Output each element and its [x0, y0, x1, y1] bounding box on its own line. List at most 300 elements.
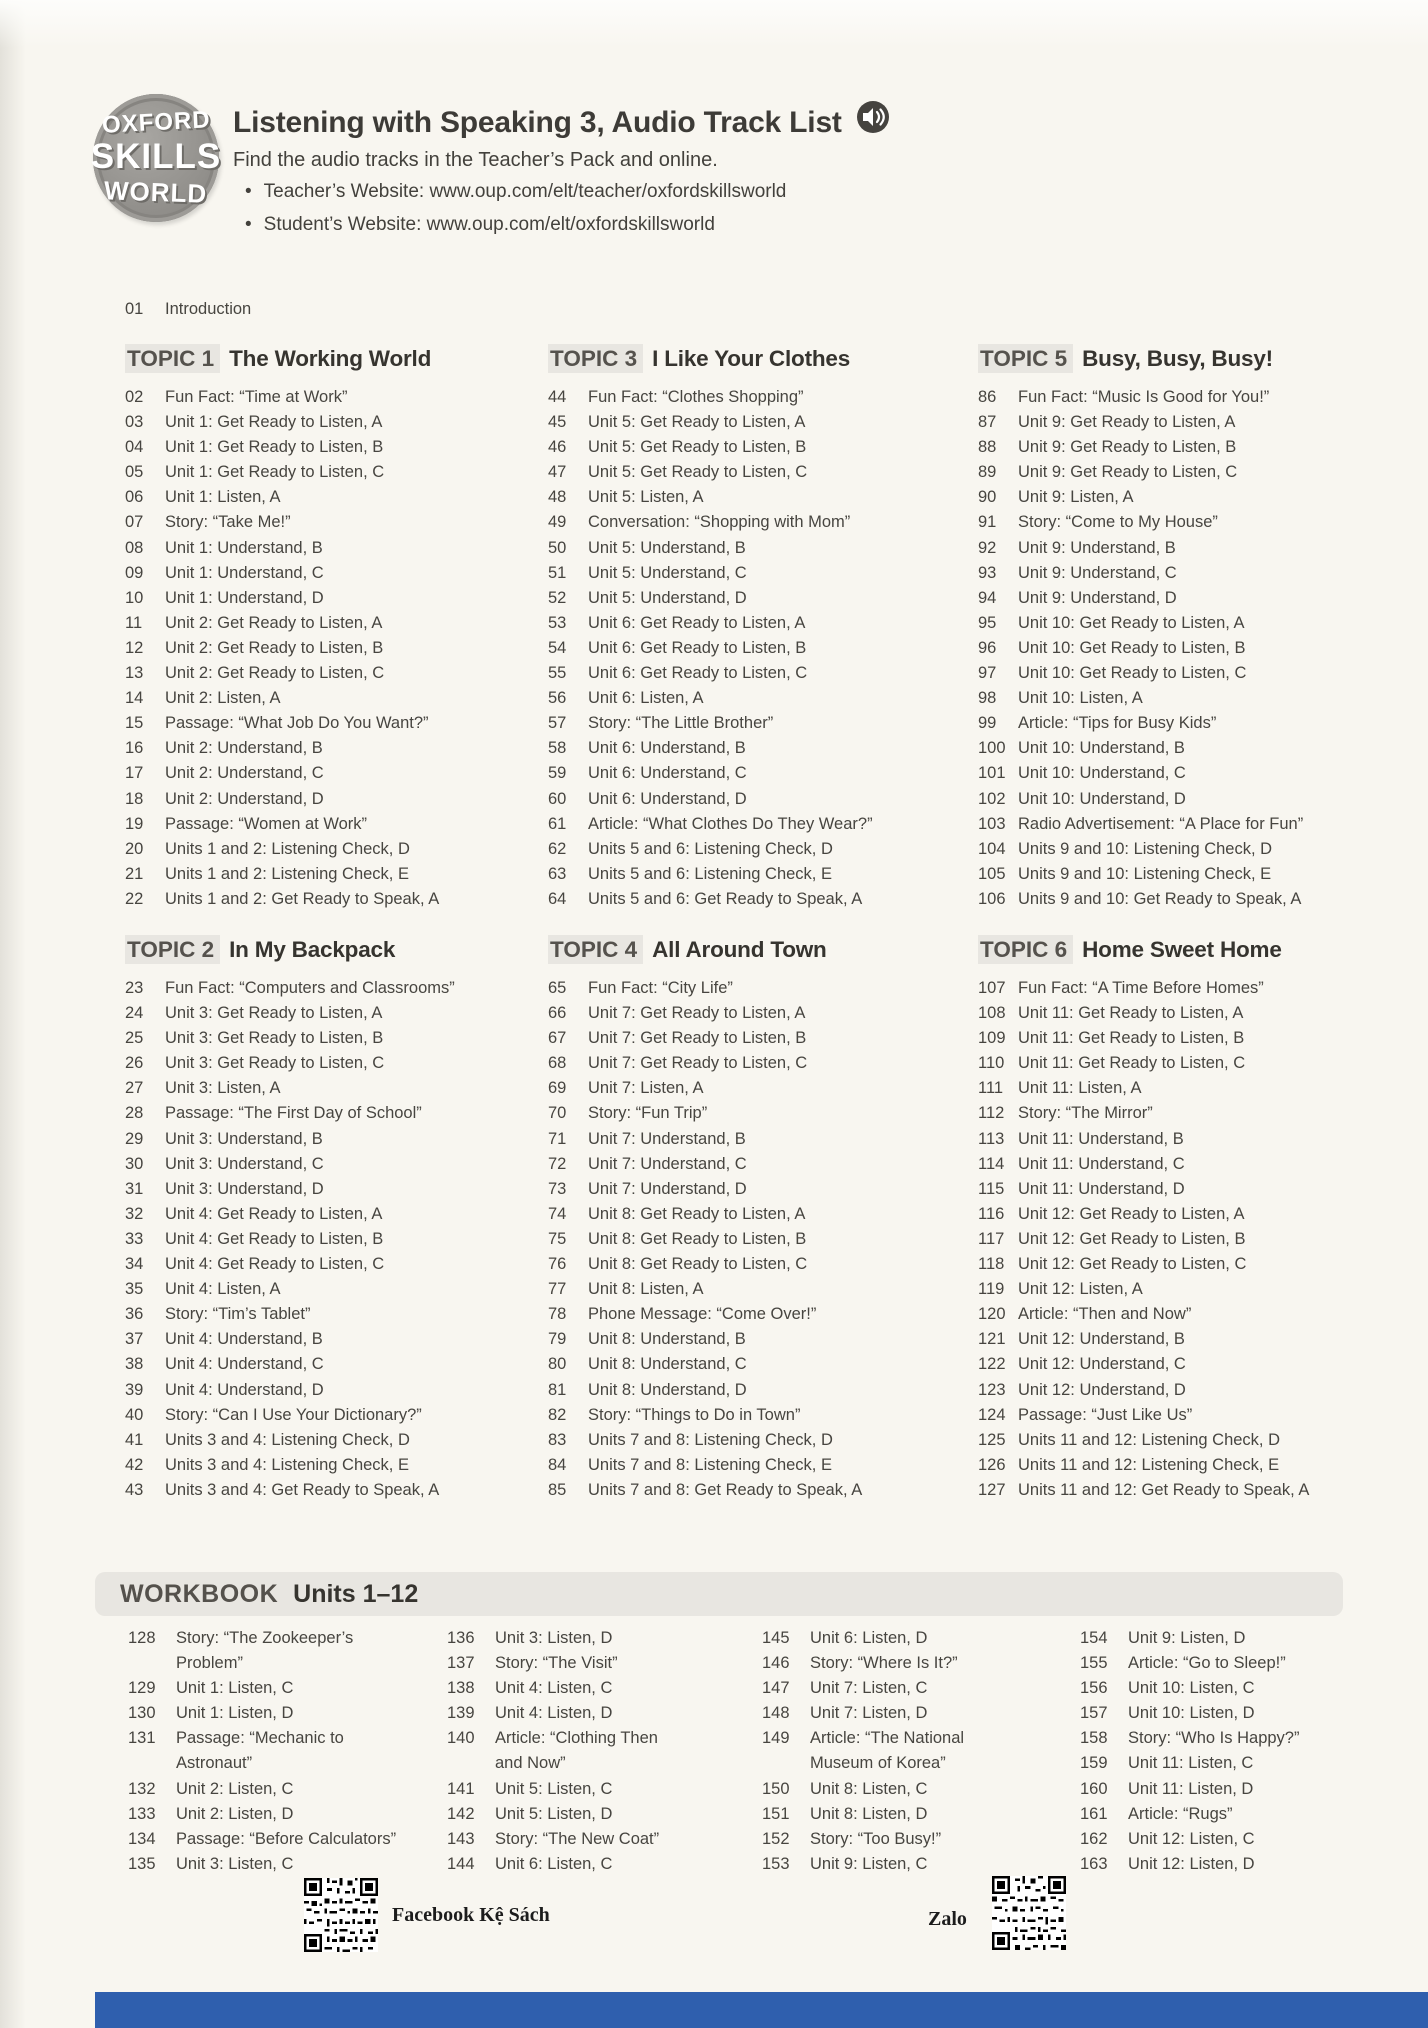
track-row [125, 1152, 545, 1177]
track-title: Unit 12: Get Ready to Listen, C [1018, 1255, 1247, 1274]
track-number: 157 [1080, 1704, 1108, 1723]
track-title: Unit 9: Get Ready to Listen, A [1018, 413, 1236, 432]
track-row [548, 1428, 968, 1453]
track-number: 148 [762, 1704, 790, 1723]
track-number: 11 [125, 613, 143, 632]
track-title: Fun Fact: “Computers and Classrooms” [165, 979, 455, 997]
track-title: Article: “Clothing Then and Now” [495, 1729, 658, 1773]
track-row [978, 711, 1418, 736]
header [233, 100, 1183, 238]
track-number: 21 [125, 864, 144, 883]
track-row [128, 1802, 428, 1827]
track-row [447, 1852, 702, 1877]
track-number: 56 [548, 689, 567, 708]
track-row [978, 862, 1418, 887]
track-number: 48 [548, 488, 567, 507]
track-title: Unit 5: Understand, D [588, 588, 747, 607]
track-title: Units 1 and 2: Listening Check, E [165, 864, 409, 883]
track-number: 71 [548, 1129, 567, 1148]
track-number: 135 [128, 1854, 156, 1873]
track-title: Units 3 and 4: Listening Check, E [165, 1455, 409, 1474]
track-title: Unit 2: Understand, C [165, 764, 324, 783]
track-title: Unit 2: Listen, A [165, 689, 281, 708]
track-title: Story: “The Zookeeper’s Problem” [176, 1629, 354, 1673]
track-title: Units 9 and 10: Listening Check, D [1018, 839, 1273, 858]
track-row [447, 1701, 702, 1726]
track-row [548, 787, 968, 812]
track-number: 156 [1080, 1679, 1108, 1698]
track-row [978, 976, 1418, 1001]
track-title: Unit 12: Understand, D [1018, 1380, 1186, 1399]
track-row [548, 1001, 968, 1026]
track-number: 124 [978, 1405, 1006, 1424]
track-number: 84 [548, 1455, 567, 1474]
track-title: Units 5 and 6: Listening Check, D [588, 839, 833, 858]
track-number: 138 [447, 1679, 475, 1698]
track-row [978, 536, 1418, 561]
track-row [548, 1202, 968, 1227]
track-number: 85 [548, 1480, 567, 1499]
track-row [125, 761, 545, 786]
track-title: Units 3 and 4: Listening Check, D [165, 1430, 410, 1449]
track-title: Units 11 and 12: Listening Check, D [1018, 1430, 1281, 1449]
track-row [125, 711, 545, 736]
track-number: 25 [125, 1029, 144, 1048]
track-number: 99 [978, 714, 997, 733]
track-number: 117 [978, 1229, 1005, 1248]
track-row [762, 1827, 1032, 1852]
topic-section-5 [978, 346, 1418, 912]
track-title: Units 7 and 8: Listening Check, E [588, 1455, 832, 1474]
track-row [762, 1676, 1032, 1701]
track-number: 151 [762, 1804, 790, 1823]
track-row [978, 1252, 1418, 1277]
track-title: Unit 3: Listen, A [165, 1079, 281, 1098]
track-row [978, 410, 1418, 435]
track-title: Unit 2: Get Ready to Listen, C [165, 664, 385, 683]
track-number: 126 [978, 1455, 1006, 1474]
track-title: Unit 1: Listen, C [176, 1679, 294, 1698]
track-number: 37 [125, 1330, 144, 1349]
qr-code-zalo [992, 1876, 1066, 1950]
track-row [125, 1378, 545, 1403]
track-title: Unit 8: Understand, C [588, 1355, 747, 1374]
track-row [548, 1302, 968, 1327]
track-number: 102 [978, 789, 1006, 808]
track-row [762, 1626, 1032, 1651]
track-title: Article: “Tips for Busy Kids” [1018, 714, 1217, 733]
track-number: 106 [978, 889, 1006, 908]
topic-section-4 [548, 937, 968, 1503]
track-number: 55 [548, 664, 567, 683]
track-number: 112 [978, 1104, 1005, 1123]
track-title: Unit 4: Listen, A [165, 1280, 281, 1299]
track-title: Unit 10: Get Ready to Listen, B [1018, 638, 1246, 657]
track-title: Unit 1: Get Ready to Listen, C [165, 463, 385, 482]
track-row [125, 636, 545, 661]
track-title: Units 9 and 10: Listening Check, E [1018, 864, 1272, 883]
track-title: Article: “Rugs” [1128, 1804, 1233, 1823]
track-title: Unit 11: Understand, C [1018, 1154, 1185, 1173]
track-title: Unit 9: Understand, C [1018, 563, 1177, 582]
track-title: Unit 4: Understand, D [165, 1380, 324, 1399]
bottom-blue-bar [95, 1992, 1428, 2028]
workbook-column-1 [128, 1626, 428, 1877]
track-title: Unit 9: Listen, D [1128, 1629, 1246, 1647]
track-list [548, 385, 968, 912]
topic-section-6 [978, 937, 1418, 1503]
track-title: Unit 11: Get Ready to Listen, A [1018, 1004, 1244, 1023]
track-number: 24 [125, 1004, 144, 1023]
qr-code-facebook [304, 1878, 378, 1952]
track-title: Unit 9: Listen, A [1018, 488, 1134, 507]
track-row [548, 636, 968, 661]
track-row [128, 1701, 428, 1726]
track-title: Story: “Where Is It?” [810, 1654, 958, 1673]
track-number: 61 [548, 814, 567, 833]
track-number: 59 [548, 764, 567, 783]
track-number: 160 [1080, 1779, 1108, 1798]
track-number: 17 [125, 764, 144, 783]
track-title: Unit 9: Listen, C [810, 1854, 928, 1873]
track-title: Unit 11: Get Ready to Listen, C [1018, 1054, 1246, 1073]
track-row [978, 586, 1418, 611]
track-title: Unit 5: Get Ready to Listen, A [588, 413, 806, 432]
track-title: Passage: “The First Day of School” [165, 1104, 422, 1123]
track-row [125, 1428, 545, 1453]
track-row [978, 1202, 1418, 1227]
track-number: 83 [548, 1430, 567, 1449]
track-list [978, 976, 1418, 1503]
track-number: 62 [548, 839, 567, 858]
track-row [125, 862, 545, 887]
track-row [128, 1726, 428, 1776]
track-row [548, 862, 968, 887]
track-row [125, 1051, 545, 1076]
track-title: Unit 9: Understand, D [1018, 588, 1177, 607]
workbook-header-band [95, 1572, 1343, 1616]
track-title: Unit 12: Understand, C [1018, 1355, 1186, 1374]
track-title: Unit 11: Listen, C [1128, 1754, 1254, 1773]
track-number: 113 [978, 1129, 1005, 1148]
track-row [447, 1726, 702, 1776]
track-number: 28 [125, 1104, 144, 1123]
track-title: Unit 8: Understand, B [588, 1330, 746, 1349]
track-number: 94 [978, 588, 997, 607]
track-number: 35 [125, 1280, 144, 1299]
topic-title: Home Sweet Home [1082, 937, 1282, 962]
track-number: 134 [128, 1829, 156, 1848]
track-title: Unit 10: Listen, C [1128, 1679, 1255, 1698]
track-title: Unit 10: Get Ready to Listen, A [1018, 613, 1245, 632]
track-row [1080, 1726, 1400, 1751]
track-row [1080, 1676, 1400, 1701]
track-row [978, 1403, 1418, 1428]
track-row [978, 1478, 1418, 1503]
track-title: Unit 5: Understand, B [588, 538, 746, 557]
track-title: Unit 5: Get Ready to Listen, B [588, 438, 807, 457]
track-row [978, 1428, 1418, 1453]
track-number: 144 [447, 1854, 475, 1873]
track-number: 123 [978, 1380, 1006, 1399]
track-row [125, 410, 545, 435]
track-number: 103 [978, 814, 1006, 833]
track-row [978, 837, 1418, 862]
track-number: 50 [548, 538, 567, 557]
track-title: Article: “The National Museum of Korea” [810, 1729, 965, 1773]
track-title: Unit 7: Get Ready to Listen, B [588, 1029, 807, 1048]
track-number: 39 [125, 1380, 144, 1399]
track-title: Unit 5: Listen, A [588, 488, 704, 507]
track-title: Passage: “Mechanic to Astronaut” [176, 1729, 344, 1773]
track-row [447, 1626, 702, 1651]
track-row [548, 1101, 968, 1126]
track-title: Unit 1: Understand, D [165, 588, 324, 607]
track-title: Unit 5: Listen, D [495, 1804, 613, 1823]
logo-line-1: OXFORD [100, 106, 211, 139]
track-number: 66 [548, 1004, 567, 1023]
track-title: Unit 1: Get Ready to Listen, B [165, 438, 384, 457]
track-row [125, 485, 545, 510]
track-number: 111 [978, 1079, 1004, 1098]
header-subtitle: Find the audio tracks in the Teacher’s Pack and online. [233, 148, 718, 171]
track-title: Radio Advertisement: “A Place for Fun” [1018, 814, 1304, 833]
track-row [978, 636, 1418, 661]
track-row [125, 887, 545, 912]
track-title: Story: “Too Busy!” [810, 1829, 942, 1848]
track-row [548, 761, 968, 786]
track-number: 89 [978, 463, 997, 482]
track-title: Unit 7: Understand, B [588, 1129, 746, 1148]
topic-label: TOPIC 6 [978, 935, 1073, 964]
track-number: 159 [1080, 1754, 1108, 1773]
track-number: 149 [762, 1729, 790, 1748]
track-title: Unit 2: Understand, B [165, 739, 323, 758]
track-row [125, 385, 545, 410]
topic-label: TOPIC 1 [125, 344, 220, 373]
track-row [125, 1252, 545, 1277]
track-number: 147 [762, 1679, 790, 1698]
track-row [978, 611, 1418, 636]
track-number: 118 [978, 1255, 1005, 1274]
track-title: Unit 6: Listen, C [495, 1854, 613, 1873]
track-title: Unit 6: Understand, D [588, 789, 747, 808]
track-title: Unit 3: Get Ready to Listen, B [165, 1029, 384, 1048]
track-number: 07 [125, 513, 144, 532]
track-row [447, 1777, 702, 1802]
track-title: Unit 6: Understand, C [588, 764, 747, 783]
track-title: Unit 7: Listen, C [810, 1679, 928, 1698]
track-number: 125 [978, 1430, 1006, 1449]
track-row [978, 1277, 1418, 1302]
track-title: Story: “Can I Use Your Dictionary?” [165, 1405, 422, 1424]
track-row [125, 611, 545, 636]
track-title: Unit 12: Get Ready to Listen, B [1018, 1229, 1246, 1248]
logo-line-3: WORLD [103, 175, 209, 209]
track-number: 92 [978, 538, 997, 557]
track-row [978, 761, 1418, 786]
track-row [125, 1453, 545, 1478]
track-title: Story: “Tim’s Tablet” [165, 1305, 311, 1324]
track-number: 107 [978, 979, 1006, 997]
track-number: 45 [548, 413, 567, 432]
track-title: Fun Fact: “Clothes Shopping” [588, 388, 804, 406]
track-title: Unit 6: Listen, A [588, 689, 704, 708]
track-number: 60 [548, 789, 567, 808]
track-row [447, 1676, 702, 1701]
track-title: Unit 11: Understand, D [1018, 1179, 1185, 1198]
track-row [1080, 1626, 1400, 1651]
track-number: 142 [447, 1804, 475, 1823]
track-title: Unit 11: Listen, D [1128, 1779, 1254, 1798]
track-title: Fun Fact: “Time at Work” [165, 388, 348, 406]
track-title: Unit 7: Get Ready to Listen, A [588, 1004, 806, 1023]
track-number: 16 [125, 739, 144, 758]
track-number: 43 [125, 1480, 144, 1499]
track-row [125, 1227, 545, 1252]
track-number: 09 [125, 563, 144, 582]
track-number: 51 [548, 563, 567, 582]
track-row [548, 410, 968, 435]
track-row [978, 1001, 1418, 1026]
track-row [125, 1076, 545, 1101]
track-title: Unit 2: Get Ready to Listen, A [165, 613, 383, 632]
track-row [978, 1076, 1418, 1101]
track-row [125, 1026, 545, 1051]
track-row [548, 887, 968, 912]
track-row [978, 1051, 1418, 1076]
track-number: 95 [978, 613, 997, 632]
topic-label: TOPIC 5 [978, 344, 1073, 373]
workbook-label: WORKBOOK [120, 1579, 279, 1608]
track-number: 12 [125, 638, 144, 657]
track-number: 120 [978, 1305, 1006, 1324]
track-number: 108 [978, 1004, 1006, 1023]
track-number: 47 [548, 463, 567, 482]
track-title: Fun Fact: “Music Is Good for You!” [1018, 388, 1270, 406]
track-row [125, 976, 545, 1001]
track-title: Unit 6: Get Ready to Listen, B [588, 638, 807, 657]
track-number: 53 [548, 613, 567, 632]
track-number: 40 [125, 1405, 144, 1424]
topic-title: I Like Your Clothes [652, 346, 851, 371]
track-number: 130 [128, 1704, 156, 1723]
topic-section-1 [125, 346, 545, 912]
track-number: 78 [548, 1305, 567, 1324]
track-row [548, 1403, 968, 1428]
track-title: Unit 9: Get Ready to Listen, B [1018, 438, 1237, 457]
track-row [1080, 1827, 1400, 1852]
track-number: 67 [548, 1029, 567, 1048]
track-row [548, 1378, 968, 1403]
track-row [125, 837, 545, 862]
track-row [548, 385, 968, 410]
track-row [978, 661, 1418, 686]
track-row [978, 1453, 1418, 1478]
track-row [125, 1403, 545, 1428]
track-number: 100 [978, 739, 1006, 758]
workbook-column-3 [762, 1626, 1032, 1877]
track-row [548, 1152, 968, 1177]
track-number: 06 [125, 488, 144, 507]
track-number: 162 [1080, 1829, 1108, 1848]
track-number: 114 [978, 1154, 1005, 1173]
track-title: Story: “Things to Do in Town” [588, 1405, 801, 1424]
topic-header [978, 346, 1418, 372]
track-row [548, 586, 968, 611]
track-list [125, 976, 545, 1503]
track-number: 77 [548, 1280, 567, 1299]
track-number: 15 [125, 714, 144, 733]
track-title: Units 1 and 2: Listening Check, D [165, 839, 410, 858]
track-title: Unit 11: Get Ready to Listen, B [1018, 1029, 1245, 1048]
track-row [1080, 1751, 1400, 1776]
teacher-website-link: • Teacher’s Website: www.oup.com/elt/teacher/oxfordskillsworld [245, 178, 1183, 205]
track-title: Unit 3: Understand, D [165, 1179, 324, 1198]
track-number: 27 [125, 1079, 144, 1098]
track-row [125, 1277, 545, 1302]
track-title: Unit 7: Understand, D [588, 1179, 747, 1198]
track-title: Unit 4: Understand, C [165, 1355, 324, 1374]
track-row [548, 1127, 968, 1152]
topic-title: In My Backpack [229, 937, 396, 962]
track-number: 163 [1080, 1854, 1108, 1873]
topic-label: TOPIC 3 [548, 344, 643, 373]
topic-header [548, 346, 968, 372]
track-title: Passage: “What Job Do You Want?” [165, 714, 429, 733]
track-row [125, 435, 545, 460]
topic-title: The Working World [229, 346, 432, 371]
track-row [125, 1127, 545, 1152]
track-number: 139 [447, 1704, 475, 1723]
track-row [762, 1701, 1032, 1726]
track-number: 18 [125, 789, 144, 808]
track-title: Conversation: “Shopping with Mom” [588, 513, 851, 532]
track-number: 30 [125, 1154, 144, 1173]
track-number: 41 [125, 1430, 144, 1449]
track-list [978, 385, 1418, 912]
track-number: 132 [128, 1779, 156, 1798]
track-number: 65 [548, 979, 567, 997]
track-row [548, 435, 968, 460]
track-number: 104 [978, 839, 1006, 858]
track-title: Unit 8: Listen, C [810, 1779, 928, 1798]
track-title: Story: “The Mirror” [1018, 1104, 1153, 1123]
track-number: 26 [125, 1054, 144, 1073]
track-number: 154 [1080, 1629, 1108, 1647]
topic-header [125, 346, 545, 372]
track-title: Unit 5: Listen, C [495, 1779, 613, 1798]
track-title: Story: “Fun Trip” [588, 1104, 708, 1123]
track-number: 29 [125, 1129, 144, 1148]
track-row [125, 736, 545, 761]
track-number: 05 [125, 463, 144, 482]
track-number: 34 [125, 1255, 144, 1274]
track-row [762, 1802, 1032, 1827]
track-number: 87 [978, 413, 997, 432]
track-number: 146 [762, 1654, 790, 1673]
track-row [1080, 1651, 1400, 1676]
track-row [548, 1026, 968, 1051]
track-title: Unit 11: Understand, B [1018, 1129, 1184, 1148]
track-title: Passage: “Just Like Us” [1018, 1405, 1193, 1424]
track-number: 110 [978, 1054, 1005, 1073]
track-row [548, 1327, 968, 1352]
track-title: Unit 3: Get Ready to Listen, A [165, 1004, 383, 1023]
track-row [125, 1101, 545, 1126]
track-title: Unit 8: Get Ready to Listen, B [588, 1229, 807, 1248]
track-title: Unit 10: Understand, D [1018, 789, 1186, 808]
